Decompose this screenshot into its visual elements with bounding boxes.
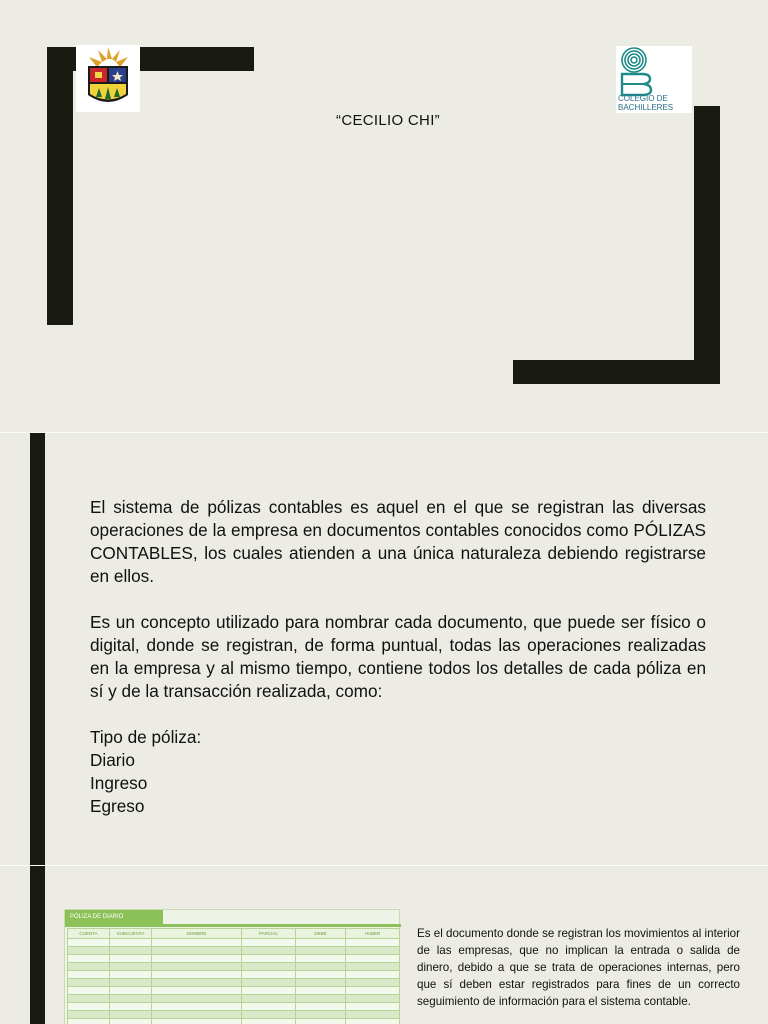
poliza-de-diario-form-image bbox=[64, 909, 400, 1024]
form-column-header: DEBE bbox=[296, 929, 346, 939]
form-cell bbox=[242, 939, 296, 947]
form-cell bbox=[68, 955, 110, 963]
form-cell bbox=[152, 995, 242, 1003]
form-cell bbox=[68, 1019, 110, 1024]
form-table bbox=[67, 928, 400, 1024]
form-cell bbox=[152, 971, 242, 979]
form-cell bbox=[346, 1011, 400, 1019]
form-cell bbox=[68, 939, 110, 947]
form-column-header: NOMBRE bbox=[152, 929, 242, 939]
form-cell bbox=[296, 995, 346, 1003]
form-cell bbox=[346, 971, 400, 979]
left-accent-bar bbox=[30, 866, 45, 1024]
colegio-de-bachilleres-logo bbox=[616, 46, 692, 113]
form-cell bbox=[346, 987, 400, 995]
form-row bbox=[68, 987, 400, 995]
form-title: PÓLIZA DE DIARIO bbox=[65, 910, 163, 925]
form-row bbox=[68, 995, 400, 1003]
form-cell bbox=[152, 987, 242, 995]
form-cell bbox=[110, 995, 152, 1003]
content-slide-intro bbox=[0, 433, 768, 865]
form-cell bbox=[110, 947, 152, 955]
form-cell bbox=[110, 1003, 152, 1011]
form-cell bbox=[68, 1003, 110, 1011]
form-cell bbox=[68, 1011, 110, 1019]
form-cell bbox=[346, 1003, 400, 1011]
form-cell bbox=[152, 1019, 242, 1024]
form-row bbox=[68, 947, 400, 955]
form-cell bbox=[346, 979, 400, 987]
logo-text-line2: BACHILLERES bbox=[618, 103, 674, 112]
policy-type-item: Ingreso bbox=[90, 773, 148, 793]
frame-bar-bottom-right bbox=[513, 360, 720, 384]
form-row bbox=[68, 955, 400, 963]
form-cell bbox=[68, 963, 110, 971]
form-cell bbox=[110, 955, 152, 963]
form-cell bbox=[296, 971, 346, 979]
logo-text-line1: COLEGIO DE bbox=[618, 94, 668, 103]
form-cell bbox=[296, 947, 346, 955]
form-cell bbox=[242, 971, 296, 979]
form-cell bbox=[296, 1019, 346, 1024]
diario-description: Es el documento donde se registran los movimientos al interior de las empresas, que no implican la entrada o salida de dinero, debido a que se trata de operaciones internas, pero que sí deben estar registrados para fines de un correcto seguimiento de información para el sistema contable. bbox=[417, 927, 740, 1008]
form-cell bbox=[152, 1003, 242, 1011]
form-cell bbox=[68, 995, 110, 1003]
form-cell bbox=[346, 963, 400, 971]
concept-paragraph: Es un concepto utilizado para nombrar cada documento, que puede ser físico o digital, donde se registran, de forma puntual, todas las operaciones realizadas en la empresa y al mismo tiempo, contiene todos los detalles de cada póliza en sí y de la transacción realizada, como: bbox=[90, 612, 706, 701]
form-cell bbox=[296, 987, 346, 995]
form-cell bbox=[242, 963, 296, 971]
form-cell bbox=[242, 987, 296, 995]
form-cell bbox=[110, 1011, 152, 1019]
frame-bar-right bbox=[694, 106, 720, 384]
form-cell bbox=[346, 939, 400, 947]
form-cell bbox=[110, 1019, 152, 1024]
form-header-strip bbox=[65, 924, 401, 927]
form-row bbox=[68, 963, 400, 971]
form-cell bbox=[296, 1011, 346, 1019]
form-cell bbox=[296, 955, 346, 963]
form-cell bbox=[152, 947, 242, 955]
form-cell bbox=[242, 947, 296, 955]
form-cell bbox=[110, 939, 152, 947]
form-column-header: HABER bbox=[346, 929, 400, 939]
policy-type-item: Egreso bbox=[90, 796, 145, 816]
form-cell bbox=[346, 1019, 400, 1024]
form-cell bbox=[152, 939, 242, 947]
form-cell bbox=[242, 1003, 296, 1011]
policy-type-item: Diario bbox=[90, 750, 135, 770]
form-cell bbox=[242, 995, 296, 1003]
form-cell bbox=[152, 979, 242, 987]
form-row bbox=[68, 1011, 400, 1019]
form-cell bbox=[68, 987, 110, 995]
form-cell bbox=[110, 987, 152, 995]
form-cell bbox=[242, 979, 296, 987]
form-cell bbox=[110, 979, 152, 987]
form-cell bbox=[68, 979, 110, 987]
state-coat-of-arms-logo bbox=[76, 45, 140, 112]
form-cell bbox=[242, 1011, 296, 1019]
form-cell bbox=[242, 1019, 296, 1024]
form-column-header: CUENTA bbox=[68, 929, 110, 939]
form-body bbox=[68, 939, 400, 1024]
content-slide-diario bbox=[0, 866, 768, 1024]
form-cell bbox=[346, 947, 400, 955]
form-cell bbox=[346, 955, 400, 963]
form-cell bbox=[152, 1011, 242, 1019]
form-row bbox=[68, 971, 400, 979]
form-cell bbox=[110, 963, 152, 971]
form-cell bbox=[68, 947, 110, 955]
cover-slide bbox=[0, 0, 768, 432]
form-row bbox=[68, 939, 400, 947]
form-column-header: SUBCUENTA bbox=[110, 929, 152, 939]
form-cell bbox=[296, 963, 346, 971]
form-cell bbox=[346, 995, 400, 1003]
form-row bbox=[68, 1003, 400, 1011]
form-cell bbox=[242, 955, 296, 963]
form-cell bbox=[68, 971, 110, 979]
form-cell bbox=[152, 963, 242, 971]
form-header-row bbox=[68, 929, 400, 939]
left-accent-bar bbox=[30, 433, 45, 865]
form-cell bbox=[296, 1003, 346, 1011]
frame-bar-left bbox=[47, 47, 73, 325]
intro-paragraph: El sistema de pólizas contables es aquel en el que se registran las diversas operaciones de la empresa en documentos contables conocidos como PÓLIZAS CONTABLES, los cuales atienden a una única naturaleza debiendo registrarse en ellos. bbox=[90, 497, 706, 586]
form-row bbox=[68, 979, 400, 987]
policy-type-list bbox=[90, 726, 201, 818]
form-row bbox=[68, 1019, 400, 1024]
cover-title: “CECILIO CHI” bbox=[336, 112, 440, 129]
form-cell bbox=[296, 979, 346, 987]
form-column-header: PARCIAL bbox=[242, 929, 296, 939]
policy-type-heading: Tipo de póliza: bbox=[90, 727, 202, 747]
form-cell bbox=[296, 939, 346, 947]
form-cell bbox=[110, 971, 152, 979]
form-cell bbox=[152, 955, 242, 963]
